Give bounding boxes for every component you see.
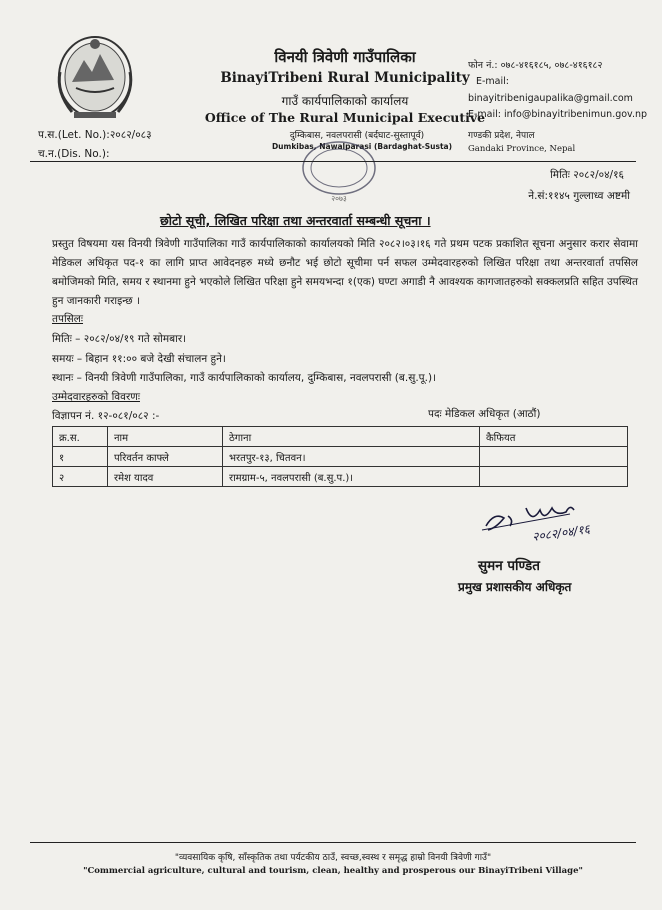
office-stamp bbox=[296, 138, 382, 206]
candidates-table bbox=[52, 426, 628, 487]
cell-serial: १ bbox=[53, 447, 108, 467]
header-serial: क्र.स. bbox=[53, 427, 108, 447]
letter-date: मितिः २०८२/०४/१६ bbox=[550, 169, 624, 181]
address-np: दुम्किबास, नवलपरासी (बर्दघाट-सुस्तापूर्व) bbox=[289, 131, 425, 141]
exam-date: मितिः – २०८२/०४/१९ गते सोमबार। bbox=[52, 333, 187, 345]
slogan-en: "Commercial agriculture, cultural and tourism, clean, healthy and prosperous our BinayiTribeni Village" bbox=[83, 866, 583, 876]
table-header-row bbox=[53, 427, 628, 447]
cell-serial: २ bbox=[53, 467, 108, 487]
office-name-en: Office of The Rural Municipal Executive bbox=[204, 110, 486, 125]
cell-name: रमेश यादव bbox=[108, 467, 223, 487]
municipality-name-np: विनयी त्रिवेणी गाउँपालिका bbox=[274, 48, 416, 66]
cell-address: रामग्राम-५, नवलपरासी (ब.सु.प.)। bbox=[223, 467, 480, 487]
header-name: नाम bbox=[108, 427, 223, 447]
government-emblem-logo bbox=[52, 32, 138, 122]
slogan-np: "व्यवसायिक कृषि, साँस्कृतिक तथा पर्यटकीय ठाउँ, स्वच्छ,स्वस्थ र समृद्ध हाम्रो विनयी त्रिवेणी गाउँ" bbox=[174, 853, 492, 863]
handwritten-date: २०८२/०४/१६ bbox=[531, 522, 591, 544]
cell-remarks bbox=[480, 467, 628, 487]
office-name-np: गाउँ कार्यपालिकाको कार्यालय bbox=[281, 94, 409, 108]
table-row bbox=[53, 447, 628, 467]
exam-time: समयः – बिहान ११:०० बजे देखी संचालन हुने। bbox=[52, 353, 226, 365]
letter-number: प.स.(Let. No.):२०८२/०८३ bbox=[38, 129, 152, 141]
phone-number: फोन नं.: ०७८-४१६१८५, ०७८-४१६१८२ bbox=[468, 60, 603, 71]
dispatch-number: च.न.(Dis. No.): bbox=[38, 148, 110, 160]
header-remarks: कैफियत bbox=[480, 427, 628, 447]
email-address-2: E-mail: info@binayitribenimun.gov.np bbox=[468, 109, 648, 120]
signatory-name: सुमन पण्डित bbox=[478, 558, 540, 574]
nepal-sambat-date: ने.सं:११४५ गुल्लाध्व अष्टमी bbox=[528, 190, 630, 202]
province-en: Gandaki Province, Nepal bbox=[468, 144, 576, 154]
cell-address: भरतपुर-१३, चितवन। bbox=[223, 447, 480, 467]
header-divider bbox=[30, 161, 636, 162]
schedule-heading: तपसिलः bbox=[52, 313, 84, 325]
table-row bbox=[53, 467, 628, 487]
email-label: E-mail: bbox=[476, 76, 509, 87]
cell-name: परिवर्तन काफ्ले bbox=[108, 447, 223, 467]
candidates-heading: उम्मेदवारहरुको विवरणः bbox=[52, 391, 140, 403]
cell-remarks bbox=[480, 447, 628, 467]
post-title: पदः मेडिकल अधिकृत (आठौं) bbox=[428, 408, 541, 420]
municipality-name-en: BinayiTribeni Rural Municipality bbox=[220, 70, 470, 86]
advertisement-number: विज्ञापन नं. १२-०८१/०८२ :- bbox=[52, 410, 160, 422]
email-address-1: binayitribenigaupalika@gmail.com bbox=[468, 93, 633, 104]
notice-body: प्रस्तुत विषयमा यस विनयी त्रिवेणी गाउँपालिका गाउँ कार्यपालिकाको कार्यालयको मिति २०८२।०३।१६ गते प्रथम पटक प्रकाशित सूचना अनुसार करार सेवामा मेडिकल अधिकृत पद-१ का लागि प्राप्त आवेदनहरु मध्ये छनौट भई छोटो सूचीमा पर्न सफल उम्मेदवारहरुको लिखित परिक्षा तथा अन्तरवार्ता तपसिल बमोजिमको मिति, समय र स्थानमा हुने भएकोले लिखित परिक्षा हुने समयभन्दा १(एक) घण्टा अगाडी नै आवश्यक कागजातहरुको सक्कलप्रति सहित उपस्थित हुन जानकारी गराइन्छ । bbox=[52, 238, 638, 307]
exam-place: स्थानः – विनयी त्रिवेणी गाउँपालिका, गाउँ कार्यपालिकाको कार्यालय, दुम्किबास, नवलपरासी (ब.सु.पू.)। bbox=[52, 372, 437, 384]
stamp-year: २०७३ bbox=[331, 194, 347, 203]
address-en: Dumkibas, Nawalparasi (Bardaghat-Susta) bbox=[271, 142, 453, 151]
header-address: ठेगाना bbox=[223, 427, 480, 447]
signatory-designation: प्रमुख प्रशासकीय अधिकृत bbox=[458, 580, 572, 594]
footer-divider bbox=[30, 842, 636, 843]
province-np: गण्डकी प्रदेश, नेपाल bbox=[468, 131, 535, 141]
notice-title: छोटो सूची, लिखित परिक्षा तथा अन्तरवार्ता सम्बन्धी सूचना । bbox=[160, 213, 431, 228]
